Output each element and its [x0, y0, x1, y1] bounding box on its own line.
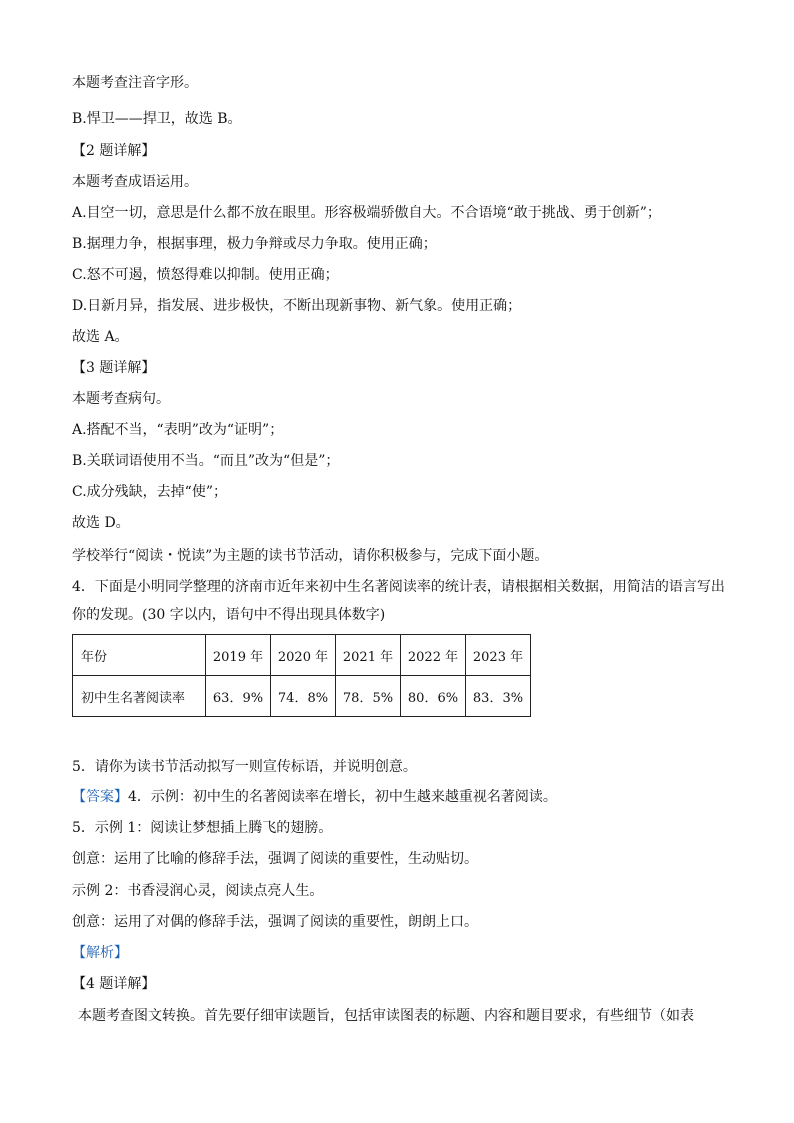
text-line: C.成分残缺，去掉“使”；	[72, 484, 227, 500]
text-line: D.日新月异，指发展、进步极快，不断出现新事物、新气象。使用正确；	[72, 298, 522, 314]
question-5: 5．请你为读书节活动拟写一则宣传标语，并说明创意。	[72, 759, 417, 775]
table-cell: 63．9%	[206, 676, 271, 717]
text-line: 本题考查注音字形。	[72, 75, 198, 91]
text-line: 本题考查图文转换。首先要仔细审读题旨，包括审读图表的标题、内容和题目要求，有些细节（如表	[78, 1008, 694, 1024]
table-cell: 74．8%	[271, 676, 336, 717]
text-line: 本题考查病句。	[72, 391, 170, 407]
answer-tag: 【答案】	[72, 789, 128, 805]
text-line: A.搭配不当，“表明”改为“证明”；	[72, 422, 284, 438]
table-cell: 2022 年	[401, 635, 466, 676]
table-cell: 2023 年	[466, 635, 531, 676]
analysis-tag: 【解析】	[72, 945, 128, 961]
reading-rate-table	[72, 634, 531, 717]
text-line: 故选 A。	[72, 329, 129, 345]
table-cell: 2019 年	[206, 635, 271, 676]
text-line: 示例 2：书香浸润心灵，阅读点亮人生。	[72, 883, 324, 899]
text-line: 本题考查成语运用。	[72, 174, 198, 190]
text-line: 故选 D。	[72, 515, 130, 531]
text-line: C.怒不可遏，愤怒得难以抑制。使用正确；	[72, 267, 339, 283]
table-header-cell: 年份	[73, 635, 206, 676]
answer-text: 4．示例：初中生的名著阅读率在增长，初中生越来越重视名著阅读。	[128, 789, 557, 805]
text-line: B.据理力争，根据事理，极力争辩或尽力争取。使用正确；	[72, 236, 437, 252]
text-line: A.目空一切，意思是什么都不放在眼里。形容极端骄傲自大。不合语境“敢于挑战、勇于创新”；	[72, 205, 661, 221]
text-line: B.关联词语使用不当。“而且”改为“但是”；	[72, 453, 340, 469]
text-line: B.悍卫——捍卫，故选 B。	[72, 111, 242, 127]
text-line: 创意：运用了比喻的修辞手法，强调了阅读的重要性，生动贴切。	[72, 851, 478, 867]
answer-line	[72, 788, 557, 806]
question-4-continued: 你的发现。(30 字以内，语句中不得出现具体数字)	[72, 607, 386, 623]
table-row	[73, 676, 531, 717]
table-cell: 2020 年	[271, 635, 336, 676]
table-cell: 2021 年	[336, 635, 401, 676]
section-heading: 【2 题详解】	[72, 143, 156, 159]
table-header-cell: 初中生名著阅读率	[73, 676, 206, 717]
text-line: 学校举行“阅读・悦读”为主题的读书节活动，请你积极参与，完成下面小题。	[72, 548, 549, 564]
section-heading: 【4 题详解】	[72, 976, 156, 992]
section-heading: 【3 题详解】	[72, 360, 156, 376]
table-cell: 78．5%	[336, 676, 401, 717]
text-line: 创意：运用了对偶的修辞手法，强调了阅读的重要性，朗朗上口。	[72, 914, 478, 930]
text-line: 5．示例 1：阅读让梦想插上腾飞的翅膀。	[72, 820, 333, 836]
table-cell: 80．6%	[401, 676, 466, 717]
question-4: 4．下面是小明同学整理的济南市近年来初中生名著阅读率的统计表，请根据相关数据，用简洁的语言写出	[72, 579, 725, 595]
table-cell: 83．3%	[466, 676, 531, 717]
table-row	[73, 635, 531, 676]
